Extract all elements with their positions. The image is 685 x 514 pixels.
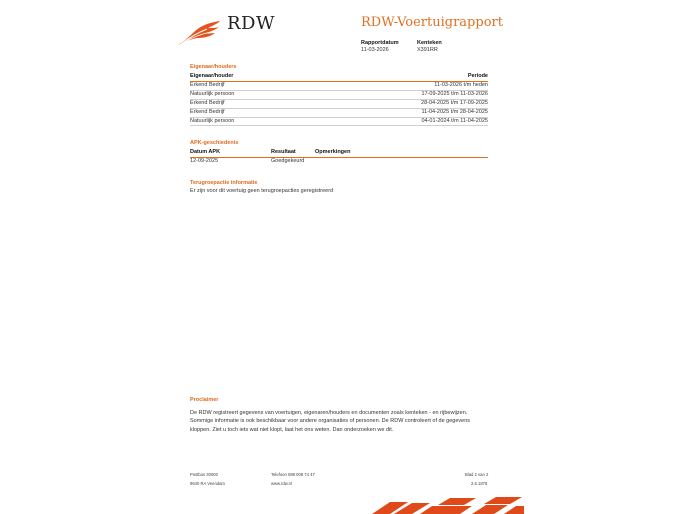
apk-remarks-cell — [315, 158, 435, 166]
owners-section-title: Eigenaar/houders — [190, 64, 237, 70]
disclaimer-line: De RDW registreert gegevens van voertuigen, eigenaren/houders en documenten zoals kenteken - en rijbewijzen. — [190, 410, 468, 416]
footer-code: 2.6.1878 — [471, 481, 488, 486]
road-stripes-icon — [372, 497, 524, 514]
period-column-header: Periode — [467, 73, 488, 79]
apk-section-title: APK-geschiedenis — [190, 140, 239, 146]
disclaimer-title: Proclaimer — [190, 397, 219, 403]
table-row — [190, 91, 488, 100]
apk-date-cell: 12-09-2025 — [190, 158, 219, 164]
period-cell: 17-09-2025 t/m 11-03-2026 — [421, 90, 488, 97]
rdw-logo-icon — [177, 20, 221, 46]
report-title: RDW-Voertuigrapport — [361, 15, 503, 30]
period-cell: 11-04-2025 t/m 28-04-2025 — [421, 108, 488, 115]
report-date-label: Rapportdatum — [361, 40, 399, 46]
period-cell: 28-04-2025 t/m 17-09-2025 — [421, 99, 488, 106]
brand-name: RDW — [227, 13, 275, 34]
report-date-value: 11-03-2026 — [361, 47, 389, 53]
owner-column-header: Eigenaar/houder — [190, 73, 234, 79]
table-row — [190, 118, 488, 127]
apk-result-cell: Goedgekeurd — [271, 158, 305, 164]
footer-page-number: Blad 2 van 2 — [465, 472, 489, 477]
apk-date-column-header: Datum APK — [190, 149, 221, 155]
recall-text: Er zijn voor dit voertuig geen terugroepacties geregistreerd — [190, 188, 334, 194]
table-row — [190, 158, 488, 166]
footer-postal: 9640 RA Veendam — [190, 481, 225, 486]
period-cell: 11-03-2026 t/m heden — [434, 82, 488, 88]
table-row — [190, 100, 488, 109]
footer-website[interactable]: www.rdw.nl — [271, 481, 292, 486]
footer-po-box: Postbus 30000 — [190, 472, 218, 477]
owners-table-header — [190, 73, 488, 81]
owner-cell: Erkend Bedrijf — [190, 99, 225, 106]
owner-cell: Erkend Bedrijf — [190, 82, 225, 88]
footer-phone: Telefoon 088 008 74 47 — [271, 472, 315, 477]
disclaimer-line: kloppen. Ziet u toch iets wat niet klopt, laat het ons weten. Dan onderzoeken we dit. — [190, 426, 394, 433]
disclaimer-line: Sommige informatie is ook beschikbaar voor andere organisaties of personen. De RDW controleert of de gegevens — [190, 418, 471, 425]
plate-label: Kenteken — [417, 40, 442, 46]
disclaimer-text — [190, 409, 510, 434]
apk-remarks-column-header: Opmerkingen — [315, 149, 351, 155]
owner-cell: Natuurlijk persoon — [190, 90, 235, 97]
recall-section-title: Terugroepactie informatie — [190, 180, 258, 186]
apk-result-column-header: Resultaat — [271, 149, 296, 155]
period-cell: 04-01-2024 t/m 11-04-2025 — [421, 117, 488, 124]
table-row — [190, 82, 488, 91]
plate-value: X391RR — [417, 47, 438, 53]
owner-cell: Erkend Bedrijf — [190, 108, 225, 115]
table-row — [190, 109, 488, 118]
owner-cell: Natuurlijk persoon — [190, 117, 235, 124]
owners-table — [190, 73, 488, 126]
apk-table-header — [190, 149, 488, 157]
apk-table — [190, 149, 488, 166]
